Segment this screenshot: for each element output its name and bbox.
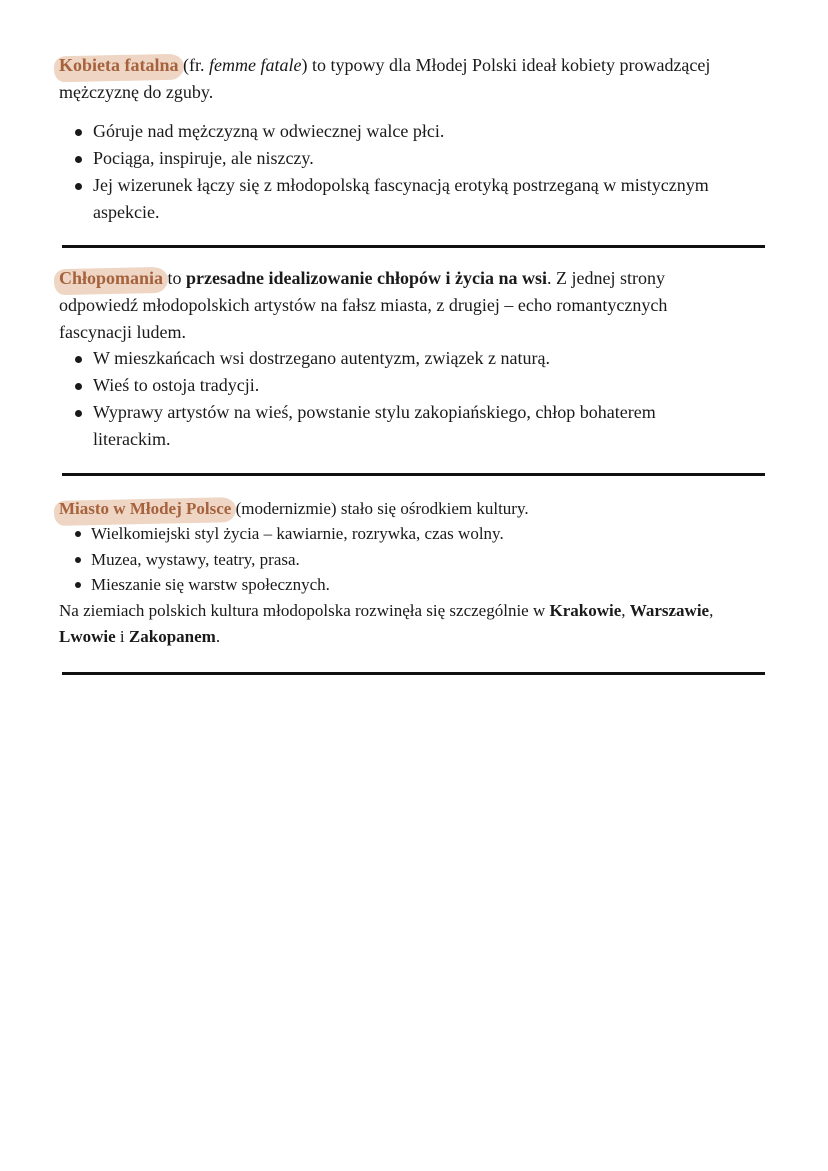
list-item-text: Wielkomiejski styl życia – kawiarnie, rozrywka, czas wolny.: [91, 524, 504, 543]
intro-text: (modernizmie) stało się ośrodkiem kultury.: [231, 499, 529, 518]
intro-line: fascynacji ludem.: [59, 322, 186, 342]
intro-line: [59, 52, 769, 79]
list-item: [93, 399, 773, 426]
city-lwow: Lwowie: [59, 626, 116, 646]
list-item-text: literackim.: [93, 429, 171, 449]
section-kobieta-fatalna: [59, 52, 769, 106]
section-miasto: [59, 496, 769, 522]
list-item-text: Jej wizerunek łączy się z młodopolską fascynacją erotyką postrzeganą w mistycznym: [93, 175, 709, 195]
city-zakopane: Zakopanem: [128, 626, 216, 646]
list-item: [91, 547, 771, 573]
intro-line: mężczyznę do zguby.: [59, 82, 214, 102]
list-item: [91, 521, 771, 547]
list-item: [93, 372, 773, 399]
list-item: [93, 345, 773, 372]
list-item: [93, 172, 773, 199]
list-item-text: Wieś to ostoja tradycji.: [93, 375, 260, 395]
list-item-text: Wyprawy artystów na wieś, powstanie stylu zakopiańskiego, chłop bohaterem: [93, 402, 656, 422]
bullet-icon: [75, 383, 82, 390]
term-highlight: Miasto w Młodej Polsce: [59, 496, 231, 522]
bullet-icon: [75, 531, 81, 537]
separator: .: [215, 626, 221, 646]
list-item-text: aspekcie.: [93, 202, 160, 222]
list-item-text: Góruje nad mężczyzną w odwiecznej walce płci.: [93, 121, 445, 141]
bullet-icon: [75, 129, 82, 136]
outro-line: [59, 598, 769, 624]
separator: ,: [709, 601, 714, 620]
list-item-text: W mieszkańcach wsi dostrzegano autentyzm, związek z naturą.: [93, 348, 550, 368]
outro-line: [59, 624, 769, 650]
bullet-list: [93, 118, 773, 226]
section-chlopomania: [59, 265, 769, 346]
outro-miasto: [59, 598, 769, 649]
bullet-list-miasto: [91, 521, 771, 598]
intro-text: to: [163, 268, 187, 288]
divider: [62, 473, 765, 476]
term-highlight: Kobieta fatalna: [59, 52, 179, 79]
bullet-icon: [75, 557, 81, 563]
list-item: [93, 118, 773, 145]
intro-emphasis: femme fatale: [209, 55, 302, 75]
intro-bold: przesadne idealizowanie chłopów i życia na wsi: [186, 268, 548, 288]
bullet-list: [91, 521, 771, 598]
list-item-text: Muzea, wystawy, teatry, prasa.: [91, 549, 300, 569]
term-highlight: Chłopomania: [59, 265, 163, 292]
divider: [62, 245, 765, 248]
list-item: [93, 145, 773, 172]
intro-text: . Z jednej strony: [547, 268, 666, 288]
list-item-text: Pociąga, inspiruje, ale niszczy.: [93, 148, 314, 168]
intro-text: (fr.: [178, 55, 209, 75]
city-krakow: Krakowie: [549, 601, 622, 620]
outro-text: Na ziemiach polskich kultura młodopolska rozwinęła się szczególnie w: [59, 601, 550, 620]
intro-line: [59, 265, 769, 292]
bullet-list-chlopomania: [93, 345, 773, 453]
separator: ,: [621, 601, 630, 620]
bullet-icon: [75, 410, 82, 417]
intro-text: ) to typowy dla Młodej Polski ideał kobiety prowadzącej: [301, 55, 711, 75]
list-item-text: Mieszanie się warstw społecznych.: [91, 575, 330, 594]
intro-line: odpowiedź młodopolskich artystów na fałsz miasta, z drugiej – echo romantycznych: [59, 295, 668, 315]
city-warszawa: Warszawie: [629, 601, 710, 620]
intro-line: [59, 496, 769, 522]
separator: i: [115, 626, 129, 646]
bullet-list: [93, 345, 773, 453]
bullet-icon: [75, 582, 81, 588]
bullet-icon: [75, 356, 82, 363]
list-item-continuation: [93, 199, 773, 226]
list-item: [91, 572, 771, 598]
list-item-continuation: [93, 426, 773, 453]
bullet-icon: [75, 183, 82, 190]
divider: [62, 672, 765, 675]
bullet-icon: [75, 156, 82, 163]
bullet-list-kobieta: [93, 118, 773, 226]
